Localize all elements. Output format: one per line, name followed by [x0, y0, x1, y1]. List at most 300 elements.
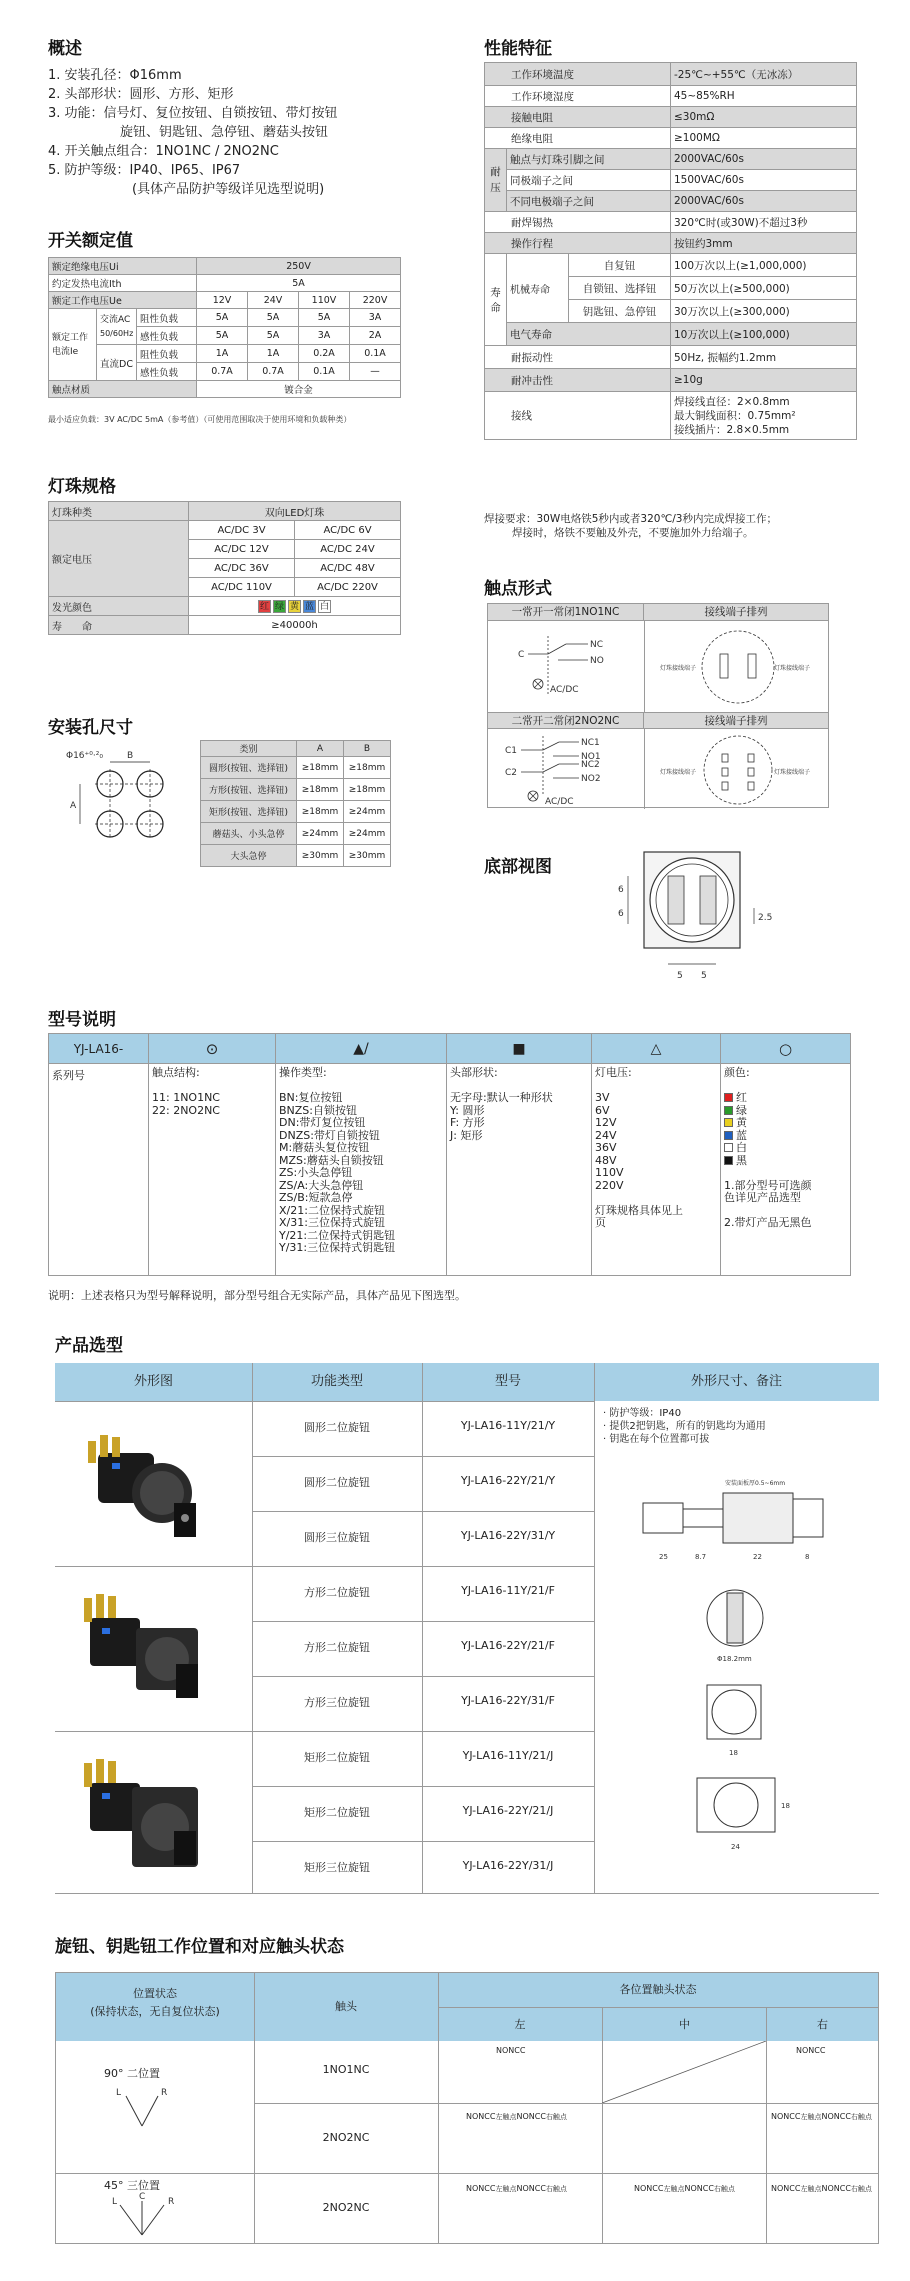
mount-title: 安装孔尺寸: [48, 718, 133, 738]
state-lcr: C: [139, 2192, 146, 2202]
sw-label: C: [794, 2184, 801, 2193]
perf-value: 2000VAC/60s: [671, 149, 857, 170]
sw-label: C: [540, 2112, 546, 2121]
perf-title: 性能特征: [484, 39, 552, 59]
perf-label: 触点与灯珠引脚之间: [507, 149, 671, 170]
lamp-title: 灯珠规格: [48, 477, 116, 497]
mount-cell: ≥18mm: [297, 757, 344, 779]
select-table: [55, 1363, 879, 1894]
lamp-color-swatch: 白: [319, 601, 329, 612]
select-model: YJ-LA16-22Y/31/J: [462, 1859, 554, 1872]
perf-value: 最大铜线面积：0.75mm²: [674, 409, 796, 422]
model-text: 11: 1NO1NC: [152, 1091, 220, 1104]
lamp-value: AC/DC 220V: [295, 578, 401, 597]
model-text: BN:复位按钮: [279, 1091, 343, 1104]
mount-hole-diagram: [50, 744, 190, 854]
mount-table: [200, 740, 391, 867]
model-text: 颜色:: [724, 1066, 750, 1079]
model-head: ○: [721, 1034, 851, 1064]
perf-label: 机械寿命: [507, 254, 569, 323]
select-dim: 8.7: [695, 1553, 707, 1561]
sw-label: NC: [646, 2184, 658, 2193]
contact-switch-diagram: [796, 2043, 825, 2056]
state-pos-label: 45° 三位置: [104, 2179, 160, 2192]
select-dim: 24: [731, 1843, 740, 1851]
perf-note-line: 焊接要求：30W电烙铁5秒内或者320℃/3秒内完成焊接工作；: [484, 513, 777, 525]
product-image-square: [70, 1578, 240, 1708]
state-lcr: R: [168, 2197, 175, 2207]
rating-value: 0.2A: [299, 345, 350, 363]
rating-table: [48, 257, 401, 398]
state-head: 触头: [335, 2000, 357, 2013]
sw-label: C: [519, 2046, 526, 2055]
select-function: 圆形二位旋钮: [304, 1421, 370, 1434]
bottom-title: 底部视图: [484, 857, 552, 877]
model-text: DN:带灯复位按钮: [279, 1116, 366, 1129]
perf-label: 钥匙钮、急停钮: [569, 300, 671, 323]
rating-label: 感性负载: [137, 363, 197, 381]
lamp-color-swatch: 黄: [289, 601, 299, 612]
mount-cell: ≥30mm: [297, 845, 344, 867]
color-swatch: [724, 1131, 733, 1140]
model-head: YJ-LA16-: [49, 1034, 149, 1064]
rating-label: 触点材质: [49, 381, 197, 398]
model-text: 6V: [595, 1103, 610, 1117]
model-text: ZS/B:短款急停: [279, 1191, 353, 1204]
sw-label: 左触点: [495, 2113, 517, 2121]
sw-label: C: [657, 2184, 664, 2193]
contact-head: 接线端子排列: [644, 712, 828, 729]
state-pos: 中: [602, 2007, 766, 2042]
model-text: 操作类型:: [279, 1066, 327, 1079]
contact-switch-diagram: [496, 2043, 525, 2056]
color-swatch: [724, 1093, 733, 1102]
bottom-dim: 6: [618, 909, 624, 919]
model-text: [724, 1155, 847, 1168]
rating-value: —: [350, 363, 401, 381]
contact-head: 接线端子排列: [644, 604, 828, 621]
lamp-value: AC/DC 3V: [189, 521, 295, 540]
sw-label: 右触点: [850, 2185, 872, 2193]
perf-label: 操作行程: [485, 233, 671, 254]
select-model: YJ-LA16-22Y/31/F: [461, 1694, 555, 1707]
mount-cell: 方形(按钮、选择钮): [201, 779, 297, 801]
state-lr: R: [161, 2088, 168, 2098]
sw-label: NO: [496, 2046, 509, 2055]
contact-1no1nc-diagram: [508, 626, 628, 706]
sw-label: NC: [696, 2184, 709, 2193]
contact-switch-diagram: [466, 2181, 567, 2194]
select-model: YJ-LA16-22Y/21/F: [461, 1639, 555, 1652]
contact-label: NO2: [581, 774, 601, 784]
contact-label: NO: [590, 656, 604, 666]
color-swatch: [724, 1156, 733, 1165]
product-image-round: [70, 1413, 240, 1543]
rating-label: 阻性负载: [137, 345, 197, 363]
model-text: J: 矩形: [450, 1128, 483, 1142]
contact-terminal-diagram: [658, 732, 818, 808]
mount-cell: ≥18mm: [344, 779, 391, 801]
bottom-dim: 5: [701, 971, 707, 981]
sw-label: C: [819, 2046, 826, 2055]
contact-switch-diagram: [634, 2181, 735, 2194]
sw-label: NC: [478, 2184, 490, 2193]
perf-value: 按钮约3mm: [671, 233, 857, 254]
state-pos: 左: [438, 2007, 602, 2042]
perf-note: [484, 512, 777, 540]
bottom-view-diagram: [600, 846, 780, 996]
rating-value: 5A: [197, 327, 248, 345]
overview-line: 5. 防护等级：IP40、IP65、IP67: [48, 163, 241, 178]
lamp-color-swatch: 蓝: [304, 601, 314, 612]
perf-value: 接线插片：2.8×0.5mm: [674, 423, 790, 436]
contact-box: [487, 603, 829, 808]
select-dim: 8: [805, 1553, 810, 1561]
model-text: 3V: [595, 1091, 610, 1104]
state-head: 各位置触头状态: [619, 1983, 697, 1996]
sw-label: 左触点: [663, 2185, 685, 2193]
sw-label: C: [489, 2112, 496, 2121]
model-head: ⊙: [149, 1034, 276, 1064]
select-function: 矩形二位旋钮: [304, 1806, 370, 1819]
perf-value: 100万次以上(≥1,000,000): [671, 254, 857, 277]
rating-value: 250V: [197, 258, 401, 275]
model-head: ■: [447, 1034, 592, 1064]
rating-value: 5A: [248, 309, 299, 327]
sw-label: NC: [478, 2112, 490, 2121]
contact-switch-diagram: [466, 2109, 567, 2122]
perf-label: 耐焊锡热: [485, 212, 671, 233]
sw-label: NC: [808, 2046, 820, 2055]
sw-label: NC: [833, 2112, 846, 2121]
bottom-dim: 2.5: [758, 913, 773, 923]
state-pos-label: 90° 二位置: [104, 2067, 160, 2080]
rating-value: 镀合金: [197, 381, 401, 398]
rating-label: 直流DC: [97, 345, 137, 381]
perf-label: 寿命: [485, 254, 507, 346]
perf-value: 焊接线直径：2×0.8mm: [674, 395, 790, 408]
perf-label: 耐冲击性: [485, 369, 671, 392]
sw-label: NO: [771, 2184, 784, 2193]
contact-label: NO1: [581, 752, 601, 762]
model-text: 48V: [595, 1153, 617, 1167]
model-text: DNZS:带灯自锁按钮: [279, 1128, 380, 1142]
mount-cell: ≥18mm: [297, 779, 344, 801]
mount-cell: ≥18mm: [344, 757, 391, 779]
mount-phi-label: Φ16⁺⁰·²₀: [66, 751, 103, 761]
lamp-color-swatch: 绿: [274, 601, 284, 612]
color-name: 绿: [736, 1103, 747, 1117]
perf-label: 工作环境温度: [485, 63, 671, 86]
select-model: YJ-LA16-22Y/21/Y: [460, 1474, 556, 1487]
contact-switch-diagram: [771, 2109, 872, 2122]
contact-label: C2: [505, 768, 518, 778]
select-function: 方形三位旋钮: [304, 1696, 370, 1709]
color-name: 黑: [736, 1153, 747, 1167]
contact-label: NC1: [581, 738, 600, 748]
select-function: 圆形三位旋钮: [304, 1531, 370, 1544]
state-contact: 2NO2NC: [322, 2201, 370, 2214]
model-text: X/31:三位保持式旋钮: [279, 1216, 385, 1229]
perf-value: 30万次以上(≥300,000): [671, 300, 857, 323]
color-swatch: [724, 1106, 733, 1115]
perf-value: 50万次以上(≥500,000): [671, 277, 857, 300]
select-head: 外形尺寸、备注: [690, 1374, 782, 1389]
sw-label: NC: [508, 2046, 520, 2055]
mount-cell: ≥24mm: [297, 823, 344, 845]
select-model: YJ-LA16-11Y/21/Y: [460, 1419, 556, 1432]
rating-value: 3A: [299, 327, 350, 345]
select-function: 方形二位旋钮: [304, 1586, 370, 1599]
state-lr: L: [116, 2088, 122, 2098]
contact-switch-diagram: [771, 2181, 872, 2194]
select-note: · 防护等级：IP40: [603, 1408, 682, 1419]
overview-line: 旋钮、钥匙钮、急停钮、蘑菇头按钮: [120, 125, 329, 140]
select-dim: 22: [753, 1553, 762, 1561]
select-model: YJ-LA16-22Y/31/Y: [460, 1529, 556, 1542]
sw-label: C: [845, 2112, 851, 2121]
perf-label: 耐振动性: [485, 346, 671, 369]
sw-label: NO: [821, 2112, 834, 2121]
sw-label: NC: [783, 2184, 795, 2193]
model-text: Y/31:三位保持式钥匙钮: [279, 1241, 396, 1254]
select-title: 产品选型: [55, 1336, 123, 1356]
color-name: 红: [736, 1091, 747, 1104]
contact-title: 触点形式: [484, 579, 552, 599]
rating-label: 阻性负载: [137, 309, 197, 327]
contact-2no2nc-diagram: [503, 732, 633, 808]
model-text: X/21:二位保持式旋钮: [279, 1203, 385, 1217]
mount-head: A: [297, 741, 344, 757]
model-head: ▲/: [276, 1034, 447, 1064]
lamp-value: 双向LED灯珠: [189, 502, 401, 521]
model-text: 2.带灯产品无黑色: [724, 1216, 812, 1229]
rating-value: 12V: [197, 292, 248, 309]
perf-label: 自复钮: [569, 254, 671, 277]
select-head: 功能类型: [310, 1374, 363, 1389]
perf-value: 10万次以上(≥100,000): [671, 323, 857, 346]
contact-label: C1: [505, 746, 518, 756]
model-text: 头部形状:: [450, 1066, 498, 1079]
contact-label: 灯珠接线端子: [660, 769, 697, 776]
sw-label: NO: [466, 2112, 479, 2121]
rating-note: 最小适应负载：3V AC/DC 5mA（参考值）（可使用范围取决于使用环境和负载种类）: [48, 415, 352, 424]
sw-label: 右触点: [713, 2185, 735, 2193]
select-dim: 18: [781, 1802, 790, 1810]
color-name: 白: [736, 1141, 747, 1154]
color-swatch: [724, 1118, 733, 1127]
perf-value: 45~85%RH: [671, 86, 857, 107]
contact-label: 灯珠接线端子: [660, 665, 697, 672]
rating-label: 约定发热电流Ith: [49, 275, 197, 292]
contact-label: AC/DC: [545, 797, 574, 807]
select-model: YJ-LA16-22Y/21/J: [462, 1804, 554, 1817]
model-text: 220V: [595, 1178, 624, 1192]
lamp-value: AC/DC 24V: [295, 540, 401, 559]
overview-line: 4. 开关触点组合：1NO1NC / 2NO2NC: [48, 144, 279, 159]
color-name: 蓝: [736, 1128, 747, 1142]
model-text: 灯电压:: [595, 1066, 632, 1079]
model-text: 页: [595, 1216, 606, 1229]
model-text: 36V: [595, 1141, 617, 1154]
lamp-table: [48, 501, 401, 635]
rating-label: 额定工作电流Ie: [49, 309, 97, 381]
model-text: 灯珠规格具体见上: [595, 1203, 683, 1217]
model-text: 色详见产品选型: [724, 1191, 801, 1204]
rating-label: 额定工作电压Ue: [49, 292, 197, 309]
mount-a-label: A: [70, 801, 77, 811]
contact-label: NC: [590, 640, 604, 650]
overview-list: [48, 66, 468, 199]
perf-value: 1500VAC/60s: [671, 170, 857, 191]
rating-value: 0.7A: [197, 363, 248, 381]
select-note: · 钥匙在每个位置都可拔: [603, 1434, 710, 1445]
model-text: MZS:蘑菇头自锁按钮: [279, 1153, 384, 1167]
model-text: 1.部分型号可选颜: [724, 1178, 812, 1192]
lamp-label: 发光颜色: [49, 597, 189, 616]
model-text: F: 方形: [450, 1116, 485, 1129]
mount-b-label: B: [127, 751, 134, 761]
select-note: · 提供2把钥匙，所有的钥匙均为通用: [603, 1421, 766, 1432]
perf-label: 自锁钮、选择钮: [569, 277, 671, 300]
rating-value: 0.1A: [299, 363, 350, 381]
select-function: 矩形三位旋钮: [304, 1861, 370, 1874]
state-contact: 1NO1NC: [322, 2063, 370, 2076]
sw-label: 右触点: [545, 2113, 567, 2121]
rating-label: 50/60Hz: [100, 328, 134, 338]
sw-label: C: [489, 2184, 496, 2193]
sw-label: NC: [783, 2112, 795, 2121]
sw-label: NO: [466, 2184, 479, 2193]
model-note: 说明：上述表格只为型号解释说明，部分型号组合无实际产品，具体产品见下图选型。: [48, 1289, 466, 1302]
state-90-diagram: [106, 2081, 186, 2141]
model-text: ZS/A:大头急停钮: [279, 1178, 364, 1192]
select-dim: 25: [659, 1553, 668, 1561]
sw-label: 右触点: [850, 2113, 872, 2121]
lamp-color-swatches: [257, 601, 332, 612]
state-lcr: L: [112, 2197, 118, 2207]
contact-label: C: [518, 650, 525, 660]
model-text: 12V: [595, 1116, 617, 1129]
sw-label: NC: [528, 2184, 541, 2193]
mount-cell: 蘑菇头、小头急停: [201, 823, 297, 845]
overview-title: 概述: [48, 39, 82, 59]
select-head: 型号: [494, 1374, 521, 1389]
overview-line: (具体产品防护等级详见选型说明): [132, 182, 325, 197]
select-dim-drawing: [635, 1463, 850, 1883]
select-dim: 安装面板厚0.5~6mm: [725, 1480, 786, 1487]
lamp-label: 灯珠种类: [49, 502, 189, 521]
perf-label: 接线: [485, 392, 671, 440]
model-text: Y: 圆形: [450, 1103, 485, 1117]
model-title: 型号说明: [48, 1010, 116, 1030]
select-model: YJ-LA16-11Y/21/F: [461, 1584, 555, 1597]
rating-value: 1A: [197, 345, 248, 363]
lamp-value: AC/DC 48V: [295, 559, 401, 578]
mount-cell: 大头急停: [201, 845, 297, 867]
select-function: 方形二位旋钮: [304, 1641, 370, 1654]
sw-label: NO: [821, 2184, 834, 2193]
contact-label: 灯珠接线端子: [774, 769, 811, 776]
bottom-dim: 5: [677, 971, 683, 981]
rating-value: 110V: [299, 292, 350, 309]
sw-label: NO: [796, 2046, 809, 2055]
overview-line: 1. 安装孔径：Φ16mm: [48, 68, 182, 83]
select-dim: 18: [729, 1749, 738, 1757]
sw-label: 左触点: [800, 2185, 822, 2193]
rating-value: 24V: [248, 292, 299, 309]
sw-label: C: [540, 2184, 546, 2193]
lamp-value: AC/DC 110V: [189, 578, 295, 597]
state-contact: 2NO2NC: [322, 2131, 370, 2144]
lamp-color-swatch: 红: [259, 601, 269, 612]
select-function: 矩形二位旋钮: [304, 1751, 370, 1764]
sw-label: C: [794, 2112, 801, 2121]
rating-value: 2A: [350, 327, 401, 345]
rating-value: 0.1A: [350, 345, 401, 363]
perf-note-line: 焊接时，烙铁不要触及外壳，不要施加外力给端子。: [512, 527, 754, 539]
perf-label: 电气寿命: [507, 323, 671, 346]
mount-cell: ≥24mm: [344, 823, 391, 845]
rating-label: 感性负载: [137, 327, 197, 345]
perf-label: 同极端子之间: [507, 170, 671, 191]
sw-label: NC: [528, 2112, 541, 2121]
lamp-value: ≥40000h: [189, 616, 401, 635]
sw-label: NO: [684, 2184, 697, 2193]
perf-label: 绝缘电阻: [485, 128, 671, 149]
model-text: M:蘑菇头复位按钮: [279, 1141, 370, 1154]
perf-label: 工作环境湿度: [485, 86, 671, 107]
contact-label: NC2: [581, 760, 600, 770]
sw-label: 左触点: [495, 2185, 517, 2193]
model-text: 22: 2NO2NC: [152, 1103, 220, 1117]
contact-head: 一常开一常闭1NO1NC: [488, 604, 644, 621]
rating-value: 5A: [197, 275, 401, 292]
sw-label: C: [708, 2184, 714, 2193]
model-text: 110V: [595, 1166, 624, 1179]
model-text: 无字母:默认一种形状: [450, 1091, 553, 1104]
model-text: 触点结构:: [152, 1066, 200, 1079]
sw-label: C: [845, 2184, 851, 2193]
sw-label: 右触点: [545, 2185, 567, 2193]
model-text: 系列号: [52, 1069, 85, 1082]
state-45-diagram: [106, 2191, 196, 2243]
lamp-label: 额定电压: [49, 521, 189, 597]
rating-value: 5A: [299, 309, 350, 327]
rating-value: 220V: [350, 292, 401, 309]
model-text: BNZS:自锁按钮: [279, 1103, 357, 1117]
color-name: 黄: [736, 1116, 747, 1129]
select-model: YJ-LA16-11Y/21/J: [462, 1749, 554, 1762]
model-table: [48, 1033, 851, 1276]
sw-label: NO: [516, 2112, 529, 2121]
perf-value: 50Hz, 振幅约1.2mm: [671, 346, 857, 369]
model-text: ZS:小头急停钮: [279, 1166, 353, 1179]
lamp-value: AC/DC 36V: [189, 559, 295, 578]
model-text: Y/21:二位保持式钥匙钮: [279, 1228, 396, 1242]
rating-label: 额定绝缘电压Ui: [49, 258, 197, 275]
perf-table: [484, 62, 857, 440]
perf-value: 2000VAC/60s: [671, 191, 857, 212]
model-text: [595, 1192, 717, 1205]
lamp-label: 寿 命: [49, 616, 189, 635]
select-function: 圆形二位旋钮: [304, 1476, 370, 1489]
contact-head: 二常开二常闭2NO2NC: [488, 712, 644, 729]
perf-value: ≥100MΩ: [671, 128, 857, 149]
rating-value: 5A: [197, 309, 248, 327]
mount-cell: ≥24mm: [344, 801, 391, 823]
bottom-dim: 6: [618, 885, 624, 895]
